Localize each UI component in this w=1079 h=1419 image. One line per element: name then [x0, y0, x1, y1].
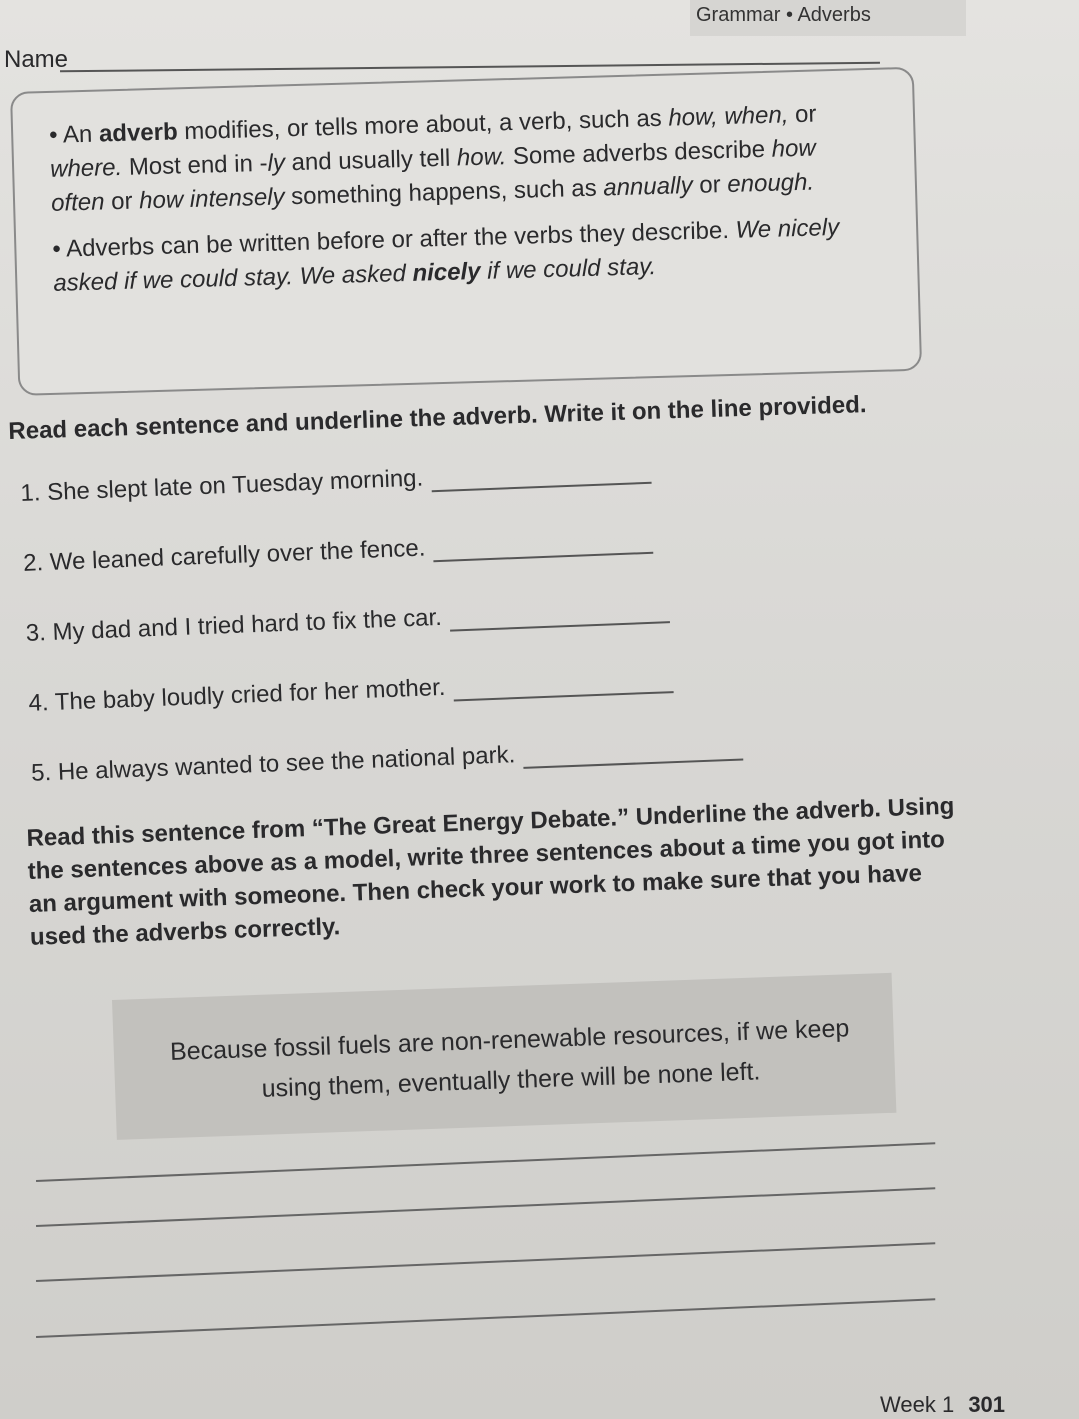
rule-box: [10, 67, 922, 396]
writing-line[interactable]: [36, 1187, 935, 1227]
writing-task: Read this sentence from “The Great Energy Debate.” Underline the adverb. Using the sentences above as a model, write three sentences about a time you got into an argument with someone. Then check your work to make sure that you have used the adverbs correctly.: [26, 792, 955, 951]
exercise-item: 3. My dad and I tried hard to fix the car.: [25, 595, 670, 648]
rule-2: • Adverbs can be written before or after the verbs they describe. We nicely asked if we could stay. We asked nicely if we could stay.: [52, 213, 840, 297]
week-label: Week 1: [880, 1392, 955, 1417]
exercise-item: 5. He always wanted to see the national park.: [31, 732, 744, 787]
writing-line[interactable]: [36, 1142, 935, 1182]
answer-line[interactable]: [431, 460, 652, 492]
page-footer: [880, 1392, 1005, 1418]
page-number: 301: [968, 1392, 1006, 1417]
answer-line[interactable]: [449, 599, 670, 631]
answer-line[interactable]: [433, 530, 654, 562]
rule-text: [49, 96, 874, 313]
exercise-item: 4. The baby loudly cried for her mother.: [28, 665, 674, 718]
name-label: Name: [4, 46, 69, 73]
exercise-item: 2. We leaned carefully over the fence.: [23, 526, 654, 578]
writing-line[interactable]: [36, 1242, 935, 1282]
exercise-item: 1. She slept late on Tuesday morning.: [20, 456, 652, 508]
writing-line[interactable]: [36, 1298, 935, 1338]
name-row: [0, 44, 900, 74]
quote-box: [112, 973, 896, 1140]
instructions: Read each sentence and underline the adverb. Write it on the line provided.: [8, 391, 867, 445]
page-header: Grammar • Adverbs: [690, 0, 966, 36]
quote-text: Because fossil fuels are non-renewable resources, if we keep using them, eventually there will be none left.: [169, 1014, 850, 1103]
exercise-list: [20, 447, 879, 787]
answer-line[interactable]: [453, 669, 674, 701]
rule-1: • An adverb modifies, or tells more about, a verb, such as how, when, or where. Most end in -ly and usually tell how. Some adverbs describe how often or how intensely something happens, such as annually or enough.: [48, 100, 817, 217]
answer-line[interactable]: [523, 736, 744, 768]
